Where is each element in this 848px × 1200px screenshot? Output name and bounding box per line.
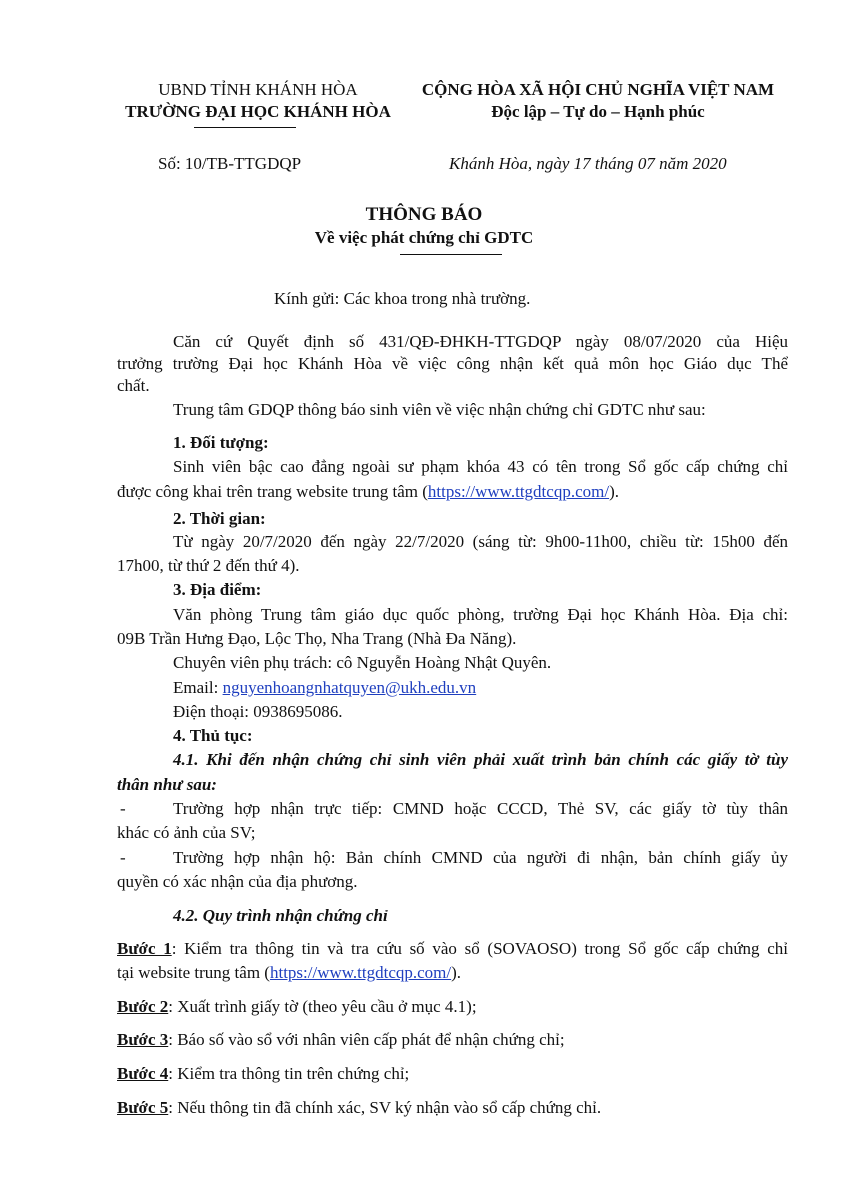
- section-3-email-line: Email: nguyenhoangnhatquyen@ukh.edu.vn: [173, 678, 477, 697]
- website-link[interactable]: https://www.ttgdtcqp.com/: [269, 963, 452, 982]
- title-underline: [400, 254, 502, 255]
- step-5-line: Bước 5: Nếu thông tin đã chính xác, SV ký nhận vào sổ cấp chứng chỉ.: [117, 1098, 602, 1117]
- step-1-label: Bước 1: [117, 939, 172, 958]
- bullet-1-line1: Trường hợp nhận trực tiếp: CMND hoặc CCCD, Thẻ SV, các giấy tờ tùy thân: [173, 799, 788, 818]
- section-2-line2: 17h00, từ thứ 2 đến thứ 4).: [117, 556, 300, 575]
- basis-paragraph-line2: trưởng trường Đại học Khánh Hòa về việc công nhận kết quả môn học Giáo dục Thể: [117, 354, 788, 373]
- step-4-line: Bước 4: Kiểm tra thông tin trên chứng chỉ;: [117, 1064, 410, 1083]
- intro-paragraph: Trung tâm GDQP thông báo sinh viên về việc nhận chứng chỉ GDTC như sau:: [173, 400, 706, 419]
- email-link[interactable]: nguyenhoangnhatquyen@ukh.edu.vn: [222, 678, 477, 697]
- step-1-line2: tại website trung tâm (https://www.ttgdtcqp.com/).: [117, 963, 462, 982]
- basis-paragraph-line3: chất.: [117, 376, 150, 395]
- step-4-label: Bước 4: [117, 1064, 169, 1083]
- nation-line1: CỘNG HÒA XÃ HỘI CHỦ NGHĨA VIỆT NAM: [421, 80, 775, 99]
- notice-title: THÔNG BÁO: [365, 204, 483, 225]
- notice-subtitle: Về việc phát chứng chỉ GDTC: [314, 228, 534, 247]
- step-2-line: Bước 2: Xuất trình giấy tờ (theo yêu cầu ở mục 4.1);: [117, 997, 477, 1016]
- step-5-label: Bước 5: [117, 1098, 169, 1117]
- step-3-line: Bước 3: Báo số vào sổ với nhân viên cấp phát để nhận chứng chỉ;: [117, 1030, 565, 1049]
- section-3-heading: 3. Địa điểm:: [173, 580, 262, 599]
- step-2-label: Bước 2: [117, 997, 169, 1016]
- section-1-line1: Sinh viên bậc cao đẳng ngoài sư phạm khóa 43 có tên trong Sổ gốc cấp chứng chỉ: [173, 457, 788, 476]
- section-1-heading: 1. Đối tượng:: [173, 433, 269, 452]
- document-number: Số: 10/TB-TTGDQP: [158, 154, 302, 173]
- section-2-line1: Từ ngày 20/7/2020 đến ngày 22/7/2020 (sáng từ: 9h00-11h00, chiều từ: 15h00 đến: [173, 532, 788, 551]
- step-3-label: Bước 3: [117, 1030, 169, 1049]
- bullet-marker: -: [120, 799, 126, 818]
- org-underline: [194, 127, 296, 128]
- bullet-marker: -: [120, 848, 126, 867]
- section-4-2-heading: 4.2. Quy trình nhận chứng chỉ: [173, 906, 388, 925]
- section-4-1-line2: thân như sau:: [117, 775, 217, 794]
- section-3-phone: Điện thoại: 0938695086.: [173, 702, 343, 721]
- step-1-line1: Bước 1: Kiểm tra thông tin và tra cứu số vào sổ (SOVAOSO) trong Sổ gốc cấp chứng chỉ: [117, 939, 789, 958]
- recipient-line: Kính gửi: Các khoa trong nhà trường.: [274, 289, 531, 308]
- place-date: Khánh Hòa, ngày 17 tháng 07 năm 2020: [449, 154, 727, 173]
- bullet-2-line2: quyền có xác nhận của địa phương.: [117, 872, 358, 891]
- nation-line2: Độc lập – Tự do – Hạnh phúc: [491, 102, 705, 121]
- section-3-line1: Văn phòng Trung tâm giáo dục quốc phòng, trường Đại học Khánh Hòa. Địa chỉ:: [173, 605, 788, 624]
- org-name-line2: TRƯỜNG ĐẠI HỌC KHÁNH HÒA: [125, 102, 391, 121]
- section-1-line2: được công khai trên trang website trung tâm (https://www.ttgdtcqp.com/).: [117, 482, 619, 501]
- section-4-1-line1: 4.1. Khi đến nhận chứng chỉ sinh viên phải xuất trình bản chính các giấy tờ tùy: [173, 750, 788, 769]
- website-link[interactable]: https://www.ttgdtcqp.com/: [427, 482, 610, 501]
- section-3-line2: 09B Trần Hưng Đạo, Lộc Thọ, Nha Trang (Nhà Đa Năng).: [117, 629, 517, 648]
- org-name-line1: UBND TỈNH KHÁNH HÒA: [158, 80, 358, 99]
- section-2-heading: 2. Thời gian:: [173, 509, 266, 528]
- bullet-2-line1: Trường hợp nhận hộ: Bản chính CMND của người đi nhận, bản chính giấy ủy: [173, 848, 788, 867]
- bullet-1-line2: khác có ảnh của SV;: [117, 823, 256, 842]
- basis-paragraph-line1: Căn cứ Quyết định số 431/QĐ-ĐHKH-TTGDQP ngày 08/07/2020 của Hiệu: [173, 332, 788, 351]
- section-4-heading: 4. Thủ tục:: [173, 726, 253, 745]
- section-3-contact: Chuyên viên phụ trách: cô Nguyễn Hoàng Nhật Quyên.: [173, 653, 552, 672]
